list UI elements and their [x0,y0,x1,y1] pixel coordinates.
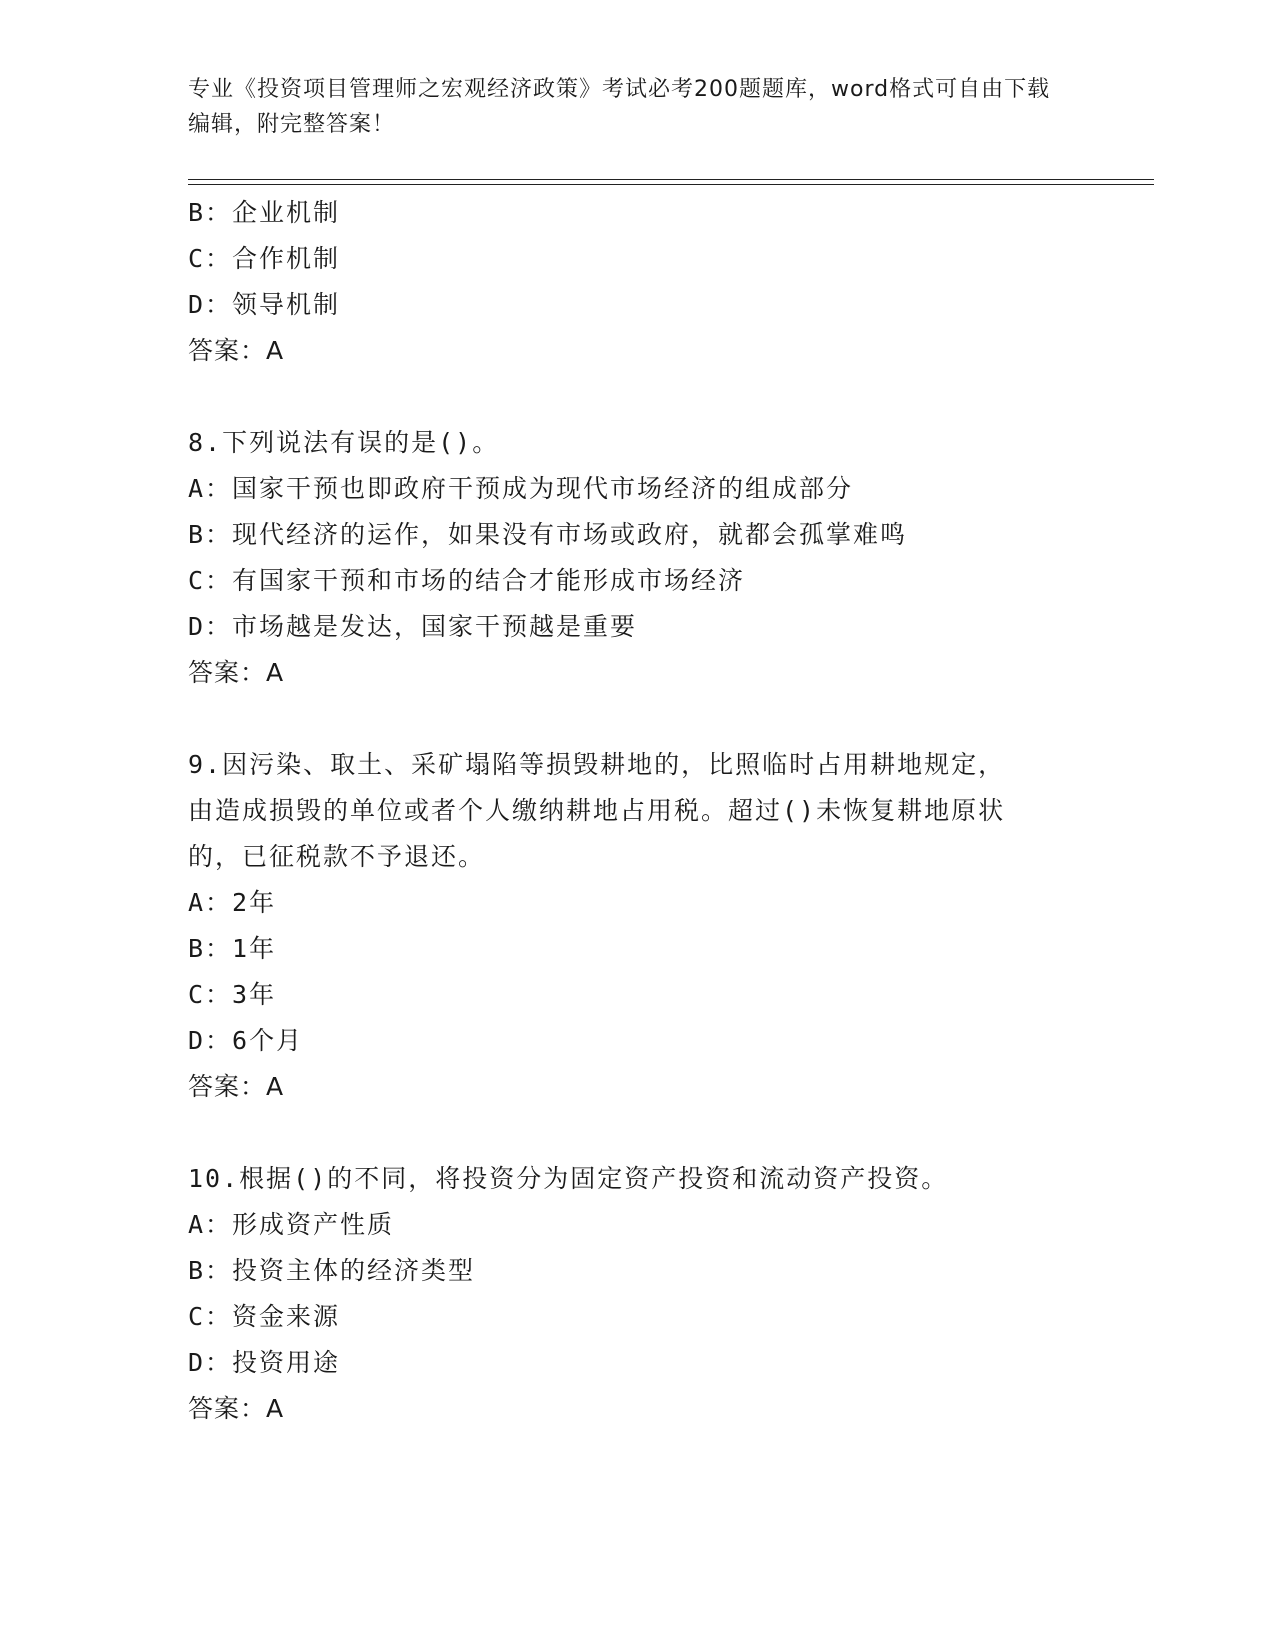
answer-line: 答案：A [188,336,285,365]
question-list [188,190,1088,1432]
question-stem-line-2: 由造成损毁的单位或者个人缴纳耕地占用税。超过()未恢复耕地原状 [188,796,1006,825]
option-a: A：形成资产性质 [188,1210,395,1239]
option-d: D：市场越是发达，国家干预越是重要 [188,612,638,641]
header-rule-top [188,179,1154,180]
option-d: D：投资用途 [188,1348,341,1377]
option-c: C：资金来源 [188,1302,341,1331]
option-b: B：投资主体的经济类型 [188,1256,476,1285]
header-rule-bottom [188,184,1154,185]
option-b: B：企业机制 [188,198,341,227]
question-stem-line-1: 9.因污染、取土、采矿塌陷等损毁耕地的，比照临时占用耕地规定， [188,750,1006,779]
answer-line: 答案：A [188,658,285,687]
option-b: B：现代经济的运作，如果没有市场或政府，就都会孤掌难鸣 [188,520,908,549]
option-a: A：国家干预也即政府干预成为现代市场经济的组成部分 [188,474,854,503]
option-b: B：1年 [188,934,277,963]
option-d: D：领导机制 [188,290,341,319]
answer-line: 答案：A [188,1072,285,1101]
option-c: C：3年 [188,980,277,1009]
option-c: C：合作机制 [188,244,341,273]
question-stem: 8.下列说法有误的是()。 [188,428,500,457]
answer-line: 答案：A [188,1394,285,1423]
document-header: 专业《投资项目管理师之宏观经济政策》考试必考200题题库，word格式可自由下载编辑，附完整答案！ [188,77,1051,137]
question-stem: 10.根据()的不同，将投资分为固定资产投资和流动资产投资。 [188,1164,949,1193]
option-a: A：2年 [188,888,277,917]
spacer [188,374,1088,420]
option-c: C：有国家干预和市场的结合才能形成市场经济 [188,566,746,595]
spacer [188,1110,1088,1156]
question-stem-line-3: 的，已征税款不予退还。 [188,842,486,871]
option-d: D：6个月 [188,1026,304,1055]
spacer [188,696,1088,742]
